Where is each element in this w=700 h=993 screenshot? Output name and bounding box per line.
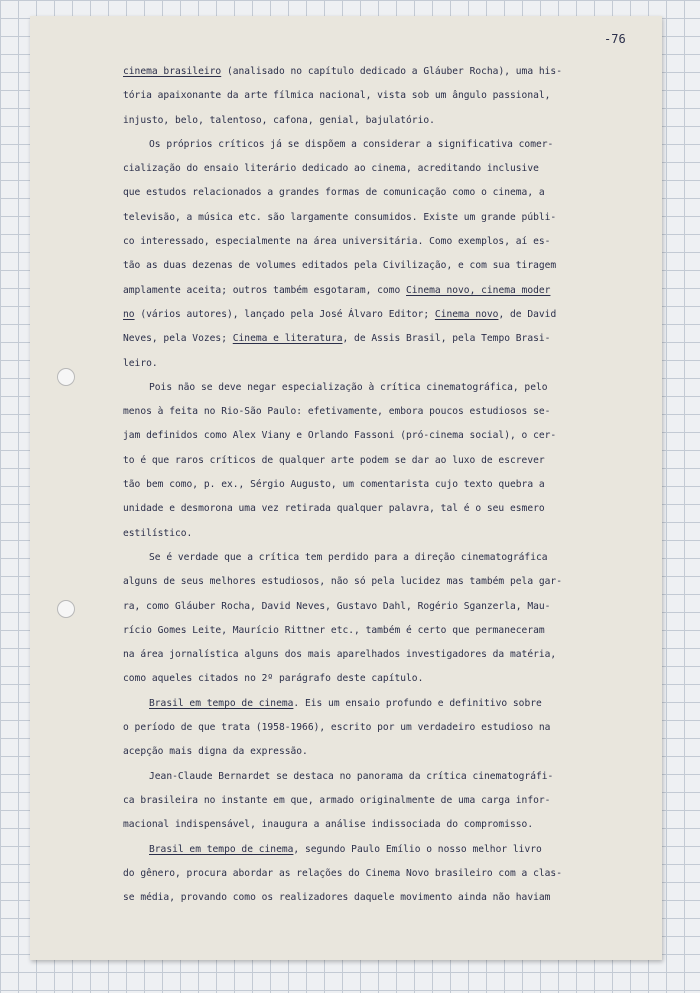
text-line [123, 595, 643, 619]
underlined-title: Cinema novo [434, 308, 499, 320]
text-segment: tão as duas dezenas de volumes editados pela Civilização, e com sua tiragem [123, 260, 557, 272]
text-line [123, 667, 643, 691]
text-segment: injusto, belo, talentoso, cafona, genial, bajulatório. [123, 114, 435, 126]
punch-hole-upper [57, 368, 75, 386]
text-line [123, 862, 643, 886]
text-line [123, 84, 643, 108]
underlined-title: Cinema e literatura [232, 333, 343, 345]
text-segment: Se é verdade que a crítica tem perdido para a direção cinematográfica [149, 551, 548, 563]
text-line [123, 838, 643, 862]
text-line [123, 886, 643, 910]
text-line [123, 327, 643, 351]
text-line [123, 109, 643, 133]
text-line [123, 643, 643, 667]
text-line [123, 206, 643, 230]
text-line [123, 133, 643, 157]
text-line [123, 716, 643, 740]
text-line [123, 692, 643, 716]
text-segment: , de David [498, 308, 557, 320]
text-segment: rício Gomes Leite, Maurício Rittner etc., também é certo que permaneceram [123, 624, 545, 636]
text-segment: televisão, a música etc. são largamente consumidos. Existe um grande públi- [123, 211, 557, 223]
text-line [123, 813, 643, 837]
underlined-title: Brasil em tempo de cinema [149, 843, 294, 855]
text-line [123, 546, 643, 570]
punch-hole-lower [57, 600, 75, 618]
text-line [123, 400, 643, 424]
text-segment: ra, como Gláuber Rocha, David Neves, Gustavo Dahl, Rogério Sganzerla, Mau- [123, 600, 551, 612]
text-segment: Neves, pela Vozes; [123, 333, 233, 345]
text-line [123, 254, 643, 278]
text-line [123, 497, 643, 521]
text-line [123, 449, 643, 473]
text-line [123, 740, 643, 764]
underlined-title: Cinema novo, cinema moder [406, 284, 551, 296]
text-segment: alguns de seus melhores estudiosos, não só pela lucidez mas também pela gar- [123, 576, 562, 588]
text-segment: o período de que trata (1958-1966), escrito por um verdadeiro estudioso na [123, 722, 551, 734]
text-line [123, 765, 643, 789]
text-segment: (analisado no capítulo dedicado a Gláuber Rocha), uma his- [221, 66, 562, 77]
text-segment: jam definidos como Alex Viany e Orlando Fassoni (pró-cinema social), o cer- [123, 430, 557, 442]
text-line [123, 473, 643, 497]
text-line [123, 279, 643, 303]
text-segment: na área jornalística alguns dos mais aparelhados investigadores da matéria, [123, 649, 557, 661]
text-line [123, 619, 643, 643]
text-segment: Jean-Claude Bernardet se destaca no panorama da crítica cinematográfi- [149, 770, 554, 782]
text-segment: Pois não se deve negar especialização à crítica cinematográfica, pelo [149, 381, 548, 393]
text-segment: tória apaixonante da arte fílmica nacional, vista sob um ângulo passional, [123, 90, 551, 102]
text-segment: ca brasileira no instante em que, armado originalmente de uma carga infor- [123, 794, 551, 806]
text-line [123, 352, 643, 376]
page-number: -76 [604, 32, 626, 46]
text-segment: do gênero, procura abordar as relações do Cinema Novo brasileiro com a clas- [123, 867, 562, 879]
text-segment: . Eis um ensaio profundo e definitivo sobre [293, 697, 542, 709]
text-line [123, 303, 643, 327]
text-segment: unidade e desmorona uma vez retirada qualquer palavra, tal é o seu esmero [123, 503, 545, 515]
text-segment: menos à feita no Rio-São Paulo: efetivamente, embora poucos estudiosos se- [123, 406, 551, 418]
text-segment: co interessado, especialmente na área universitária. Como exemplos, aí es- [123, 236, 551, 248]
text-segment: tão bem como, p. ex., Sérgio Augusto, um comentarista cujo texto quebra a [123, 479, 545, 491]
text-line [123, 789, 643, 813]
text-segment: to é que raros críticos de qualquer arte podem se dar ao luxo de escrever [123, 454, 545, 466]
text-segment: acepção mais digna da expressão. [123, 746, 308, 758]
text-line [123, 157, 643, 181]
underlined-title: no [123, 308, 135, 320]
text-segment: leiro. [123, 357, 158, 369]
text-segment: macional indispensável, inaugura a análise indissociada do compromisso. [123, 819, 534, 831]
text-line [123, 522, 643, 546]
text-segment: estilístico. [123, 527, 193, 539]
text-line [123, 424, 643, 448]
underlined-title: Brasil em tempo de cinema [149, 697, 294, 709]
text-line [123, 181, 643, 205]
text-segment: como aqueles citados no 2º parágrafo deste capítulo. [123, 673, 424, 685]
text-segment: que estudos relacionados a grandes formas de comunicação como o cinema, a [123, 187, 545, 199]
typewritten-text [123, 60, 643, 910]
text-segment: Os próprios críticos já se dispõem a considerar a significativa comer- [149, 138, 554, 150]
text-segment: amplamente aceita; outros também esgotaram, como [123, 284, 407, 296]
text-segment: cialização do ensaio literário dedicado ao cinema, acreditando inclusive [123, 163, 539, 175]
text-line [123, 230, 643, 254]
text-segment: , segundo Paulo Emílio o nosso melhor livro [293, 843, 542, 855]
text-line [123, 570, 643, 594]
text-line [123, 376, 643, 400]
text-line [123, 60, 643, 84]
underlined-title: cinema brasileiro [123, 66, 222, 77]
text-segment: , de Assis Brasil, pela Tempo Brasi- [342, 333, 551, 345]
text-segment: se média, provando como os realizadores daquele movimento ainda não haviam [123, 892, 551, 904]
text-segment: (vários autores), lançado pela José Álvaro Editor; [134, 308, 435, 320]
